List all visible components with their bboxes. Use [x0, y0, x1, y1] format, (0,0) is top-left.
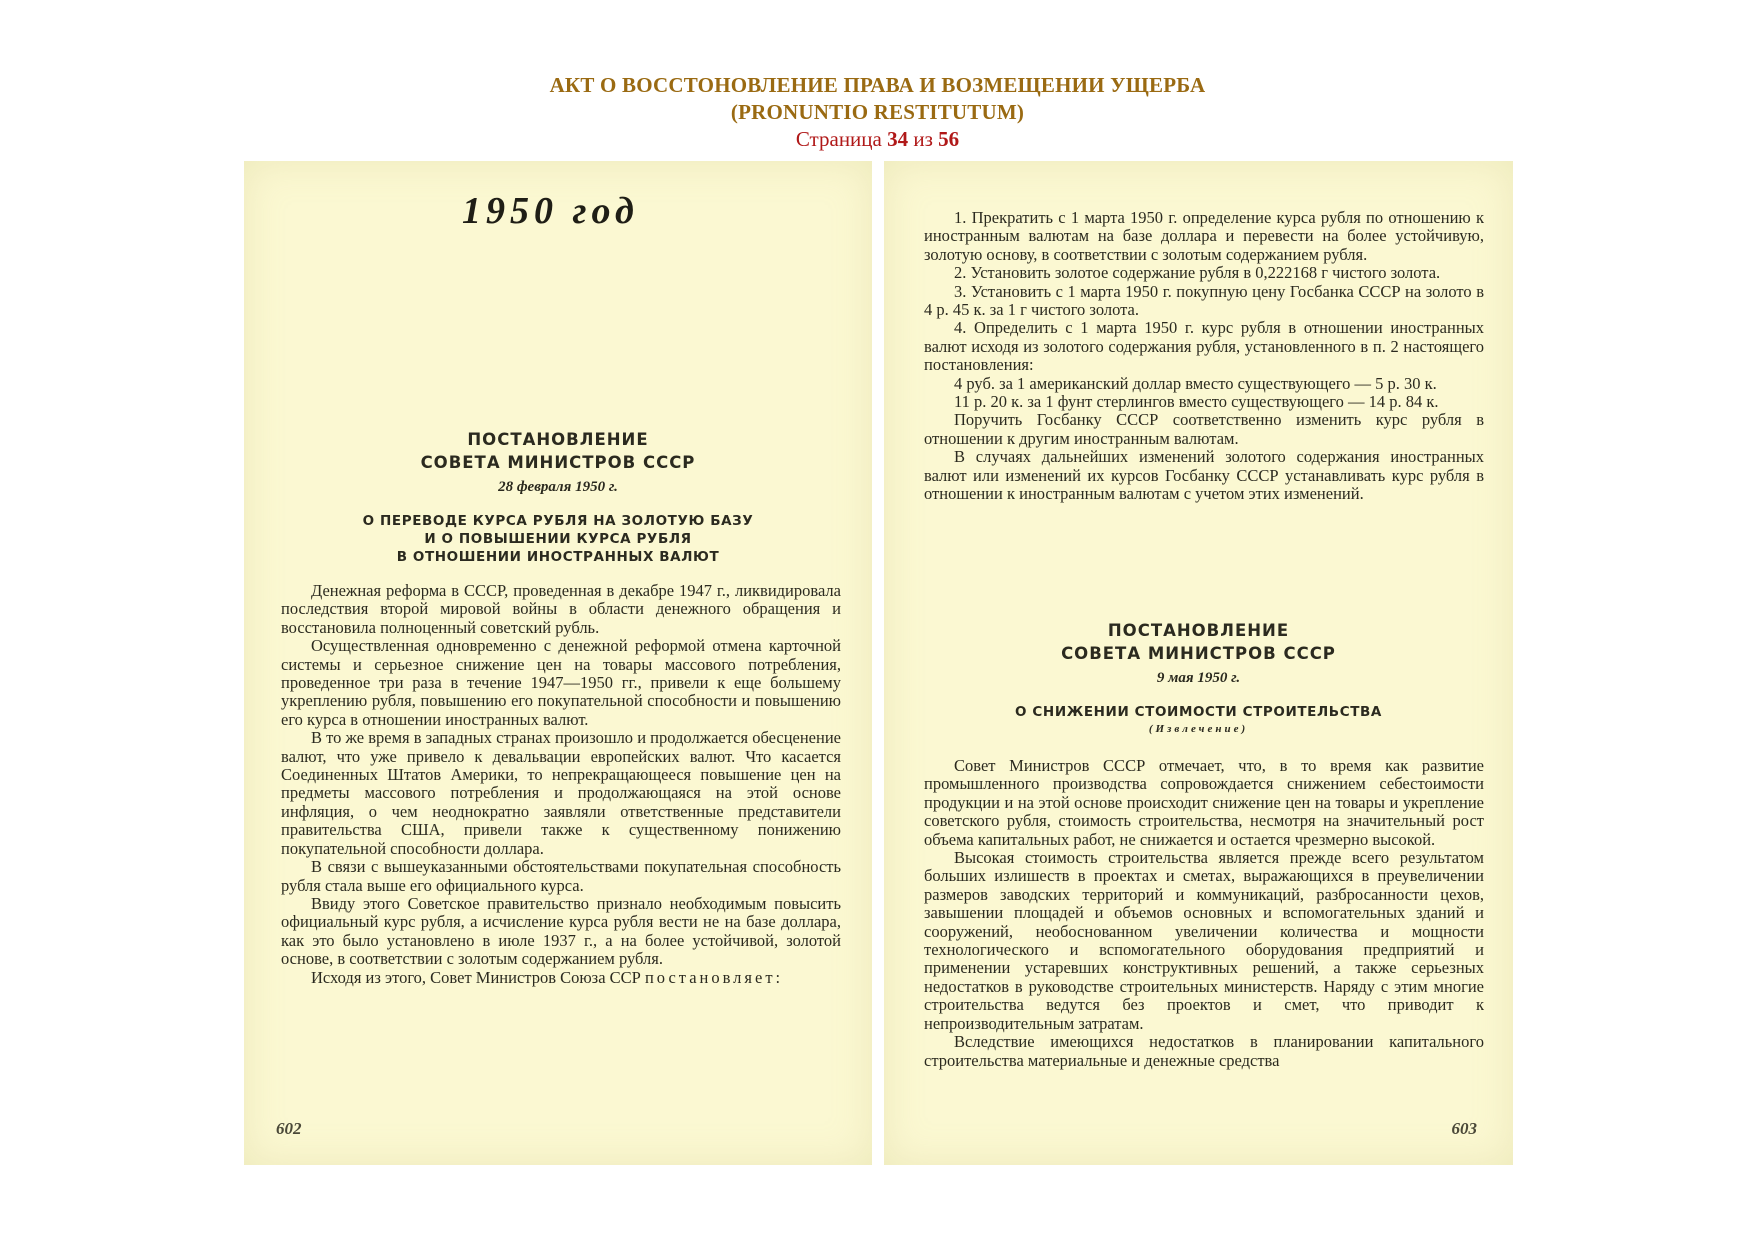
paragraph: Вследствие имеющихся недостатков в планировании капитального строительства материальные и денежные средства	[924, 1032, 1484, 1070]
paragraph: Денежная реформа в СССР, проведенная в декабре 1947 г., ликвидировала последствия второй мировой войны в области денежного обращения и восстановила полноценный советский рубль.	[281, 581, 841, 637]
decree-body-right-bottom	[924, 757, 1484, 1070]
paragraph: 2. Установить золотое содержание рубля в 0,222168 г чистого золота.	[954, 263, 1441, 283]
page-of: из	[913, 127, 933, 151]
document-header	[0, 72, 1755, 153]
decree-subject-line2: И О ПОВЫШЕНИИ КУРСА РУБЛЯ	[424, 531, 692, 547]
page-label: Страница	[795, 127, 882, 151]
decree-heading-right	[884, 619, 1513, 735]
paragraph: 1. Прекратить с 1 марта 1950 г. определение курса рубля по отношению к иностранным валютам на базе доллара и перевести на более устойчивую, золотую основу, в соответствии с золотым содержанием рубля.	[924, 208, 1484, 264]
paragraph: Высокая стоимость строительства является прежде всего результатом больших излишеств в проектах и сметах, выражающихся в преувеличении размеров заводских территорий и коммуникаций, разбросанности цехов, завышении площадей и объемов основных и вспомогательных зданий и сооружений, необоснованном увеличении количества и мощности технологического и вспомогательного оборудования предприятий и применении устаревших конструктивных решений, а также серьезных недостатков в руководстве строительных министерств. Наряду с этим многие строительства ведутся без проектов и смет, что приводит к непроизводительным затратам.	[924, 848, 1484, 1033]
final-text-spaced: постановляет:	[644, 967, 784, 987]
page-current: 34	[887, 127, 909, 151]
paragraph: 3. Установить с 1 марта 1950 г. покупную цену Госбанка СССР на золото в 4 р. 45 к. за 1 г чистого золота.	[924, 281, 1484, 320]
header-title-line2: (PRONUNTIO RESTITUTUM)	[730, 100, 1025, 124]
decree-title-line2: СОВЕТА МИНИСТРОВ СССР	[1061, 644, 1336, 663]
decree-body-right-top	[924, 209, 1484, 504]
decree-body-left	[281, 582, 841, 987]
decree-note: (Извлечение)	[1148, 723, 1249, 735]
decree-date: 28 февраля 1950 г.	[498, 479, 618, 495]
decree-subject-line1: О ПЕРЕВОДЕ КУРСА РУБЛЯ НА ЗОЛОТУЮ БАЗУ	[362, 513, 754, 529]
year-heading: 1950 год	[462, 190, 639, 232]
scanned-page-right	[884, 161, 1513, 1165]
page-number-right: 603	[1451, 1119, 1477, 1138]
decree-title-line1: ПОСТАНОВЛЕНИЕ	[1107, 621, 1290, 640]
paragraph: 4. Определить с 1 марта 1950 г. курс рубля в отношении иностранных валют исходя из золотого содержания рубля, установленного в п. 2 настоящего постановления:	[924, 318, 1484, 375]
scanned-page-left	[244, 161, 872, 1165]
paragraph: В то же время в западных странах произошло и продолжается обесценение валют, что уже привело к девальвации европейских валют. Что касается Соединенных Штатов Америки, то непрекращающееся повышение цен на предметы массового потребления и продолжающаяся на этой основе инфляция, о чем неоднократно заявляли ответственные представители правительства США, привели также к существенному понижению покупательной способности доллара.	[281, 728, 841, 858]
decree-subject-line3: В ОТНОШЕНИИ ИНОСТРАННЫХ ВАЛЮТ	[396, 549, 720, 565]
paragraph-final	[281, 969, 841, 987]
paragraph: Осуществленная одновременно с денежной реформой отмена карточной системы и серьезное снижение цен на товары массового потребления, проведенное три раза в течение 1947—1950 гг., привели к еще большему укреплению рубля, повышению его покупательной способности и повышению его курса в отношении иностранных валют.	[281, 636, 841, 729]
header-title-line1: АКТ О ВОССТОНОВЛЕНИЕ ПРАВА И ВОЗМЕЩЕНИИ УЩЕРБА	[549, 73, 1206, 97]
paragraph: В случаях дальнейших изменений золотого содержания иностранных валют или изменений их курсов Госбанку СССР устанавливать курс рубля в отношении к иностранным валютам с учетом этих изменений.	[924, 447, 1484, 504]
final-text: Исходя из этого, Совет Министров Союза ССР	[311, 967, 641, 987]
decree-title-line1: ПОСТАНОВЛЕНИЕ	[467, 430, 649, 449]
decree-heading-left	[244, 428, 872, 566]
paragraph: Совет Министров СССР отмечает, что, в то время как развитие промышленного производства сопровождается снижением себестоимости продукции и на этой основе происходит снижение цен на товары и укрепление советского рубля, стоимость строительства, несмотря на значительный рост объема капитальных работ, не снижается и остается чрезмерно высокой.	[924, 756, 1484, 849]
decree-subject: О СНИЖЕНИИ СТОИМОСТИ СТРОИТЕЛЬСТВА	[1015, 704, 1382, 720]
paragraph: 4 руб. за 1 американский доллар вместо существующего — 5 р. 30 к.	[954, 373, 1437, 393]
page-total: 56	[938, 127, 960, 151]
page-number-left: 602	[276, 1119, 302, 1138]
page-indicator	[0, 126, 1755, 153]
paragraph: В связи с вышеуказанными обстоятельствами покупательная способность рубля стала выше его официального курса.	[281, 857, 841, 895]
paragraph: Ввиду этого Советское правительство признало необходимым повысить официальный курс рубля, а исчисление курса рубля вести не на базе доллара, как это было установлено в июле 1937 г., а на более устойчивой, золотой основе, в соответствии с золотым содержанием рубля.	[281, 893, 841, 969]
paragraph: Поручить Госбанку СССР соответственно изменить курс рубля в отношении к другим иностранным валютам.	[924, 410, 1484, 448]
decree-title-line2: СОВЕТА МИНИСТРОВ СССР	[420, 453, 696, 472]
decree-date: 9 мая 1950 г.	[1156, 670, 1241, 686]
paragraph: 11 р. 20 к. за 1 фунт стерлингов вместо существующего — 14 р. 84 к.	[954, 392, 1439, 412]
